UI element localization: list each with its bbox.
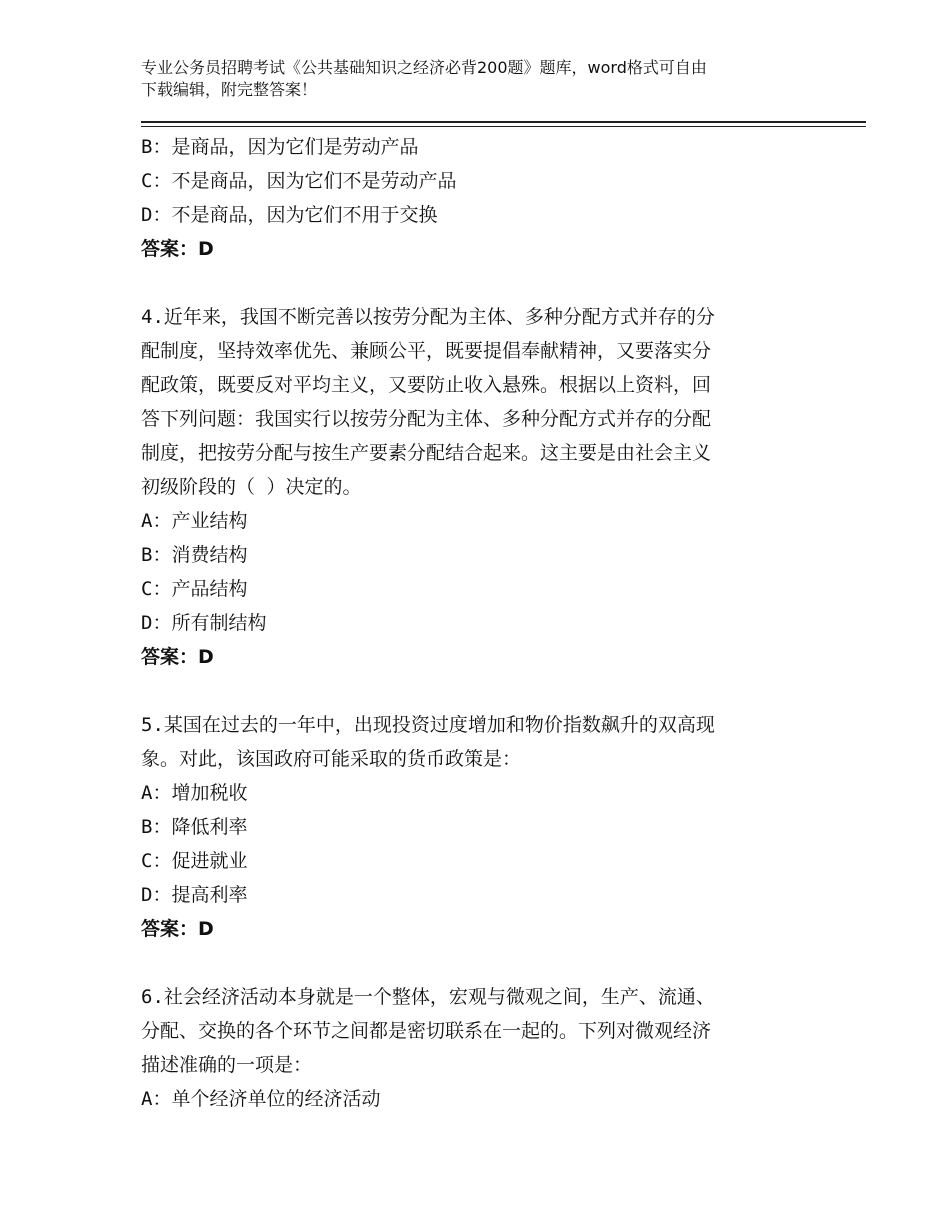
option-d: D：不是商品，因为它们不用于交换	[141, 204, 438, 226]
option-d: D：所有制结构	[141, 612, 267, 634]
question-stem-line: 分配、交换的各个环节之间都是密切联系在一起的。下列对微观经济	[141, 1020, 712, 1042]
question-stem-line: 5.某国在过去的一年中，出现投资过度增加和物价指数飙升的双高现	[141, 714, 715, 736]
question-stem-line: 配政策，既要反对平均主义，又要防止收入悬殊。根据以上资料，回	[141, 374, 712, 396]
option-c: C：产品结构	[141, 578, 248, 600]
option-a: A：单个经济单位的经济活动	[141, 1088, 381, 1110]
option-b: B：降低利率	[141, 816, 248, 838]
header-line-2: 下载编辑，附完整答案！	[141, 80, 318, 99]
question-6	[141, 980, 861, 1116]
answer: 答案：D	[141, 238, 214, 260]
option-a: A：产业结构	[141, 510, 248, 532]
question-stem-line: 答下列问题：我国实行以按劳分配为主体、多种分配方式并存的分配	[141, 408, 712, 430]
option-a: A：增加税收	[141, 782, 248, 804]
header-divider	[141, 121, 866, 127]
answer: 答案：D	[141, 646, 214, 668]
question-stem-line: 描述准确的一项是：	[141, 1054, 313, 1076]
question-3	[141, 130, 861, 266]
option-b: B：消费结构	[141, 544, 248, 566]
option-d: D：提高利率	[141, 884, 248, 906]
question-stem-line: 配制度，坚持效率优先、兼顾公平，既要提倡奉献精神，又要落实分	[141, 340, 712, 362]
option-c: C：不是商品，因为它们不是劳动产品	[141, 170, 457, 192]
option-b: B：是商品，因为它们是劳动产品	[141, 136, 419, 158]
question-stem-line: 初级阶段的（ ）决定的。	[141, 476, 362, 498]
document-header	[141, 57, 821, 101]
question-stem-line: 4.近年来，我国不断完善以按劳分配为主体、多种分配方式并存的分	[141, 306, 715, 328]
header-line-1: 专业公务员招聘考试《公共基础知识之经济必背200题》题库，word格式可自由	[141, 58, 707, 77]
question-5	[141, 708, 861, 946]
question-list	[141, 130, 861, 1116]
answer: 答案：D	[141, 918, 214, 940]
question-stem-line: 象。对此，该国政府可能采取的货币政策是：	[141, 748, 522, 770]
question-4	[141, 300, 861, 674]
question-stem-line: 6.社会经济活动本身就是一个整体，宏观与微观之间，生产、流通、	[141, 986, 715, 1008]
question-stem-line: 制度，把按劳分配与按生产要素分配结合起来。这主要是由社会主义	[141, 442, 712, 464]
option-c: C：促进就业	[141, 850, 248, 872]
